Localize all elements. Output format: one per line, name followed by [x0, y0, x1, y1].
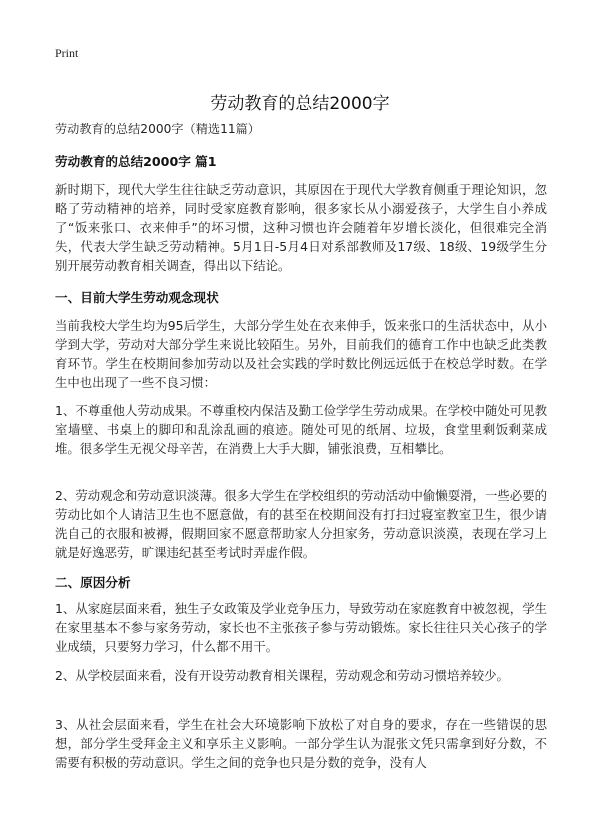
section2-paragraph-3: 3、从社会层面来看，学生在社会大环境影响下放松了对自身的要求，存在一些错误的思想，部分学生受拜金主义和享乐主义影响。一部分学生认为混张文凭只需拿到好分数，不需要有积极的劳动意识。学生之间的竞争也只是分数的竞争，没有人	[55, 717, 547, 770]
document-subtitle: 劳动教育的总结2000字（精选11篇）	[55, 122, 260, 136]
section2-paragraph-1: 1、从家庭层面来看，独生子女政策及学业竞争压力，导致劳动在家庭教育中被忽视，学生在家里基本不参与家务劳动，家长也不主张孩子参与劳动锻炼。家长往往只关心孩子的学业成绩，只要努力学习，什么都不用干。	[55, 601, 547, 654]
intro-paragraph: 新时期下，现代大学生往往缺乏劳动意识，其原因在于现代大学教育侧重于理论知识，忽略了劳动精神的培养，同时受家庭教育影响，很多家长从小溺爱孩子，大学生自小养成了“饭来张口、衣来伸手”的坏习惯，这种习惯也许会随着年岁增长淡化，但很难完全消失，代表大学生缺乏劳动精神。5月1日-5月4日对系部教师及17级、18级、19级学生分别开展劳动教育相关调查，得出以下结论。	[55, 182, 547, 273]
section1-paragraph-2: 1、不尊重他人劳动成果。不尊重校内保洁及勤工俭学学生劳动成果。在学校中随处可见教室墙壁、书桌上的脚印和乱涂乱画的痕迹。随处可见的纸屑、垃圾，食堂里剩饭剩菜成堆。很多学生无视父母辛苦，在消费上大手大脚，铺张浪费，互相攀比。	[55, 403, 547, 456]
print-link[interactable]: Print	[55, 46, 79, 60]
section1-paragraph-1: 当前我校大学生均为95后学生，大部分学生处在衣来伸手，饭来张口的生活状态中，从小学到大学，劳动对大部分学生来说比较陌生。另外，目前我们的德育工作中也缺乏此类教育环节。学生在校期间参加劳动以及社会实践的学时数比例远远低于在校总学时数。在学生中也出现了一些不良习惯：	[55, 318, 547, 390]
section1-heading: 一、目前大学生劳动观念现状	[55, 290, 219, 305]
page-title: 劳动教育的总结2000字	[210, 94, 390, 115]
section1-paragraph-3: 2、劳动观念和劳动意识淡薄。很多大学生在学校组织的劳动活动中偷懒耍滑，一些必要的劳动比如个人请洁卫生也不愿意做，有的甚至在校期间没有打扫过寝室教室卫生，很少请洗自己的衣服和被褥，假期回家不愿意帮助家人分担家务，劳动意识淡漠，表现在学习上就是好逸恶劳，旷课违纪甚至考试时弄虚作假。	[55, 488, 547, 560]
article-heading: 劳动教育的总结2000字 篇1	[55, 154, 217, 169]
section2-heading: 二、原因分析	[55, 575, 131, 590]
section2-paragraph-2: 2、从学校层面来看，没有开设劳动教育相关课程，劳动观念和劳动习惯培养较少。	[55, 668, 509, 683]
